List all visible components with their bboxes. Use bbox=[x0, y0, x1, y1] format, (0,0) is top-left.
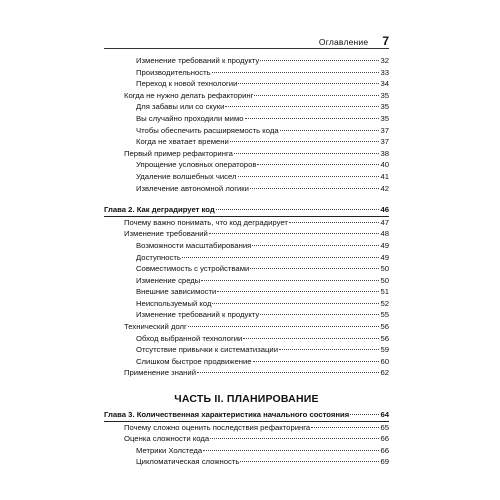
toc-entry-page: 48 bbox=[380, 229, 389, 239]
toc-leader-dots bbox=[212, 303, 379, 304]
toc-leader-dots bbox=[225, 106, 379, 107]
toc-leader-dots bbox=[279, 349, 379, 350]
toc-entry-title: Переход к новой технологии bbox=[136, 79, 238, 89]
toc-chapter-2[interactable] bbox=[104, 204, 389, 216]
toc-entry-page: 66 bbox=[380, 434, 389, 444]
toc-entry-page: 51 bbox=[380, 287, 389, 297]
toc-entry-title: Изменение требований bbox=[124, 229, 208, 239]
toc-entry-title: Возможности масштабирования bbox=[136, 240, 252, 250]
toc-leader-dots bbox=[203, 450, 379, 451]
toc-leader-dots bbox=[260, 60, 379, 61]
toc-entry[interactable] bbox=[104, 159, 389, 171]
toc-entry[interactable] bbox=[104, 148, 389, 160]
toc-entry[interactable] bbox=[104, 171, 389, 183]
toc-entry-page: 60 bbox=[380, 356, 389, 366]
toc-entry-title: Технический долг bbox=[124, 322, 187, 332]
toc-section-chapter1-tail bbox=[104, 55, 389, 194]
header-rule bbox=[104, 48, 389, 49]
toc-entry-title: Глава 3. Количественная характеристика начального состояния bbox=[104, 410, 350, 420]
toc-entry-title: Оценка сложности кода bbox=[124, 434, 210, 444]
toc-entry-title: Неиспользуемый код bbox=[136, 298, 212, 308]
toc-entry-title: Доступность bbox=[136, 252, 181, 262]
toc-entry-title: Совместимость с устройствами bbox=[136, 264, 250, 274]
page-number: 7 bbox=[382, 34, 389, 48]
toc-leader-dots bbox=[260, 314, 379, 315]
toc-entry-title: Для забавы или со скуки bbox=[136, 102, 225, 112]
toc-entry[interactable] bbox=[104, 90, 389, 102]
toc-entry-title: Вы случайно проходили мимо bbox=[136, 113, 244, 123]
toc-entry-page: 55 bbox=[380, 310, 389, 320]
toc-entry-title: Метрики Холстеда bbox=[136, 445, 203, 455]
running-header-section: Оглавление bbox=[318, 37, 369, 47]
toc-entry[interactable] bbox=[104, 67, 389, 79]
toc-leader-dots bbox=[238, 83, 379, 84]
toc-entry[interactable] bbox=[104, 217, 389, 229]
toc-section-chapter3 bbox=[104, 422, 389, 468]
toc-entry-title: Удаление волшебных чисел bbox=[136, 171, 237, 181]
toc-entry-title: Внешние зависимости bbox=[136, 287, 217, 297]
toc-leader-dots bbox=[252, 245, 379, 246]
toc-entry-page: 38 bbox=[380, 148, 389, 158]
toc-entry[interactable] bbox=[104, 456, 389, 468]
part-title: ЧАСТЬ II. ПЛАНИРОВАНИЕ bbox=[174, 393, 319, 406]
toc-entry[interactable] bbox=[104, 136, 389, 148]
toc-entry-title: Отсутствие привычки к систематизации bbox=[136, 345, 279, 355]
toc-leader-dots bbox=[217, 291, 379, 292]
toc-leader-dots bbox=[250, 268, 379, 269]
toc-leader-dots bbox=[250, 188, 379, 189]
toc-entry[interactable] bbox=[104, 333, 389, 345]
toc-entry[interactable] bbox=[104, 125, 389, 137]
toc-entry-page: 59 bbox=[380, 345, 389, 355]
toc-entry-title: Изменение среды bbox=[136, 275, 201, 285]
toc-leader-dots bbox=[254, 95, 379, 96]
toc-entry-page: 62 bbox=[380, 368, 389, 378]
toc-entry-page: 42 bbox=[380, 183, 389, 193]
toc-leader-dots bbox=[350, 414, 379, 415]
toc-leader-dots bbox=[238, 176, 380, 177]
toc-entry-page: 49 bbox=[380, 252, 389, 262]
toc-leader-dots bbox=[209, 233, 380, 234]
toc-leader-dots bbox=[230, 141, 380, 142]
toc-entry-page: 41 bbox=[380, 171, 389, 181]
toc-entry-title: Обход выбранной технологии bbox=[136, 333, 243, 343]
toc-entry-page: 33 bbox=[380, 67, 389, 77]
toc-entry-page: 56 bbox=[380, 333, 389, 343]
toc-entry-page: 52 bbox=[380, 298, 389, 308]
toc-entry-title: Извлечение автономной логики bbox=[136, 183, 249, 193]
toc-entry[interactable] bbox=[104, 252, 389, 264]
toc-entry-page: 49 bbox=[380, 240, 389, 250]
toc-entry-title: Когда не хватает времени bbox=[136, 137, 229, 147]
table-of-contents bbox=[104, 55, 389, 468]
toc-entry-title: Производительность bbox=[136, 67, 211, 77]
toc-entry-title: Цикломатическая сложность bbox=[136, 457, 240, 467]
toc-entry[interactable] bbox=[104, 183, 389, 195]
toc-entry-title: Изменение требований к продукту bbox=[136, 56, 260, 65]
toc-leader-dots bbox=[216, 209, 380, 210]
toc-entry-title: Когда не нужно делать рефакторинг bbox=[124, 90, 254, 100]
toc-leader-dots bbox=[240, 461, 379, 462]
toc-entry-title: Применение знаний bbox=[124, 368, 197, 378]
toc-section-chapter2 bbox=[104, 217, 389, 379]
toc-leader-dots bbox=[210, 438, 379, 439]
toc-entry[interactable] bbox=[104, 367, 389, 379]
toc-entry-page: 37 bbox=[380, 137, 389, 147]
toc-entry-page: 46 bbox=[380, 205, 389, 215]
toc-entry-page: 35 bbox=[380, 102, 389, 112]
running-header bbox=[104, 34, 389, 48]
toc-leader-dots bbox=[257, 164, 379, 165]
toc-entry-page: 35 bbox=[380, 113, 389, 123]
toc-entry-page: 66 bbox=[380, 445, 389, 455]
toc-entry-title: Глава 2. Как деградирует код bbox=[104, 205, 215, 215]
toc-leader-dots bbox=[188, 326, 380, 327]
toc-entry-page: 50 bbox=[380, 275, 389, 285]
toc-leader-dots bbox=[245, 118, 380, 119]
toc-entry[interactable] bbox=[104, 321, 389, 333]
toc-entry[interactable] bbox=[104, 78, 389, 90]
toc-entry[interactable] bbox=[104, 309, 389, 321]
toc-leader-dots bbox=[253, 361, 380, 362]
toc-entry-page: 35 bbox=[380, 90, 389, 100]
toc-entry[interactable] bbox=[104, 240, 389, 252]
toc-leader-dots bbox=[289, 222, 380, 223]
toc-leader-dots bbox=[201, 280, 379, 281]
toc-entry[interactable] bbox=[104, 101, 389, 113]
toc-entry-page: 40 bbox=[380, 160, 389, 170]
toc-leader-dots bbox=[212, 72, 380, 73]
toc-entry-page: 50 bbox=[380, 264, 389, 274]
toc-chapter-3[interactable] bbox=[104, 409, 389, 421]
toc-entry-title: Упрощение условных операторов bbox=[136, 160, 257, 170]
toc-leader-dots bbox=[182, 257, 380, 258]
toc-entry-page: 64 bbox=[380, 410, 389, 420]
toc-entry[interactable] bbox=[104, 263, 389, 275]
toc-entry[interactable] bbox=[104, 286, 389, 298]
toc-entry-title: Чтобы обеспечить расширяемость кода bbox=[136, 125, 279, 135]
toc-leader-dots bbox=[197, 372, 379, 373]
toc-entry-page: 47 bbox=[380, 217, 389, 227]
toc-leader-dots bbox=[234, 153, 380, 154]
toc-entry-page: 56 bbox=[380, 322, 389, 332]
toc-leader-dots bbox=[280, 130, 380, 131]
toc-entry[interactable] bbox=[104, 433, 389, 445]
toc-entry-title: Изменение требований к продукту bbox=[136, 310, 260, 320]
toc-entry[interactable] bbox=[104, 55, 389, 67]
toc-entry[interactable] bbox=[104, 228, 389, 240]
toc-entry-title: Почему важно понимать, что код деградирует bbox=[124, 217, 288, 227]
toc-entry-page: 65 bbox=[380, 422, 389, 432]
toc-entry-page: 69 bbox=[380, 457, 389, 467]
toc-entry[interactable] bbox=[104, 344, 389, 356]
toc-entry-page: 34 bbox=[380, 79, 389, 89]
toc-entry[interactable] bbox=[104, 356, 389, 368]
toc-entry[interactable] bbox=[104, 298, 389, 310]
toc-entry-page: 37 bbox=[380, 125, 389, 135]
toc-entry-title: Первый пример рефакторинга bbox=[124, 148, 233, 158]
toc-entry[interactable] bbox=[104, 445, 389, 457]
toc-entry-title: Почему сложно оценить последствия рефакторинга bbox=[124, 422, 311, 432]
toc-leader-dots bbox=[243, 338, 379, 339]
toc-leader-dots bbox=[311, 427, 379, 428]
toc-entry[interactable] bbox=[104, 113, 389, 125]
toc-entry-title: Слишком быстрое продвижение bbox=[136, 356, 252, 366]
toc-entry[interactable] bbox=[104, 422, 389, 434]
toc-entry-page: 32 bbox=[380, 56, 389, 65]
toc-entry[interactable] bbox=[104, 275, 389, 287]
